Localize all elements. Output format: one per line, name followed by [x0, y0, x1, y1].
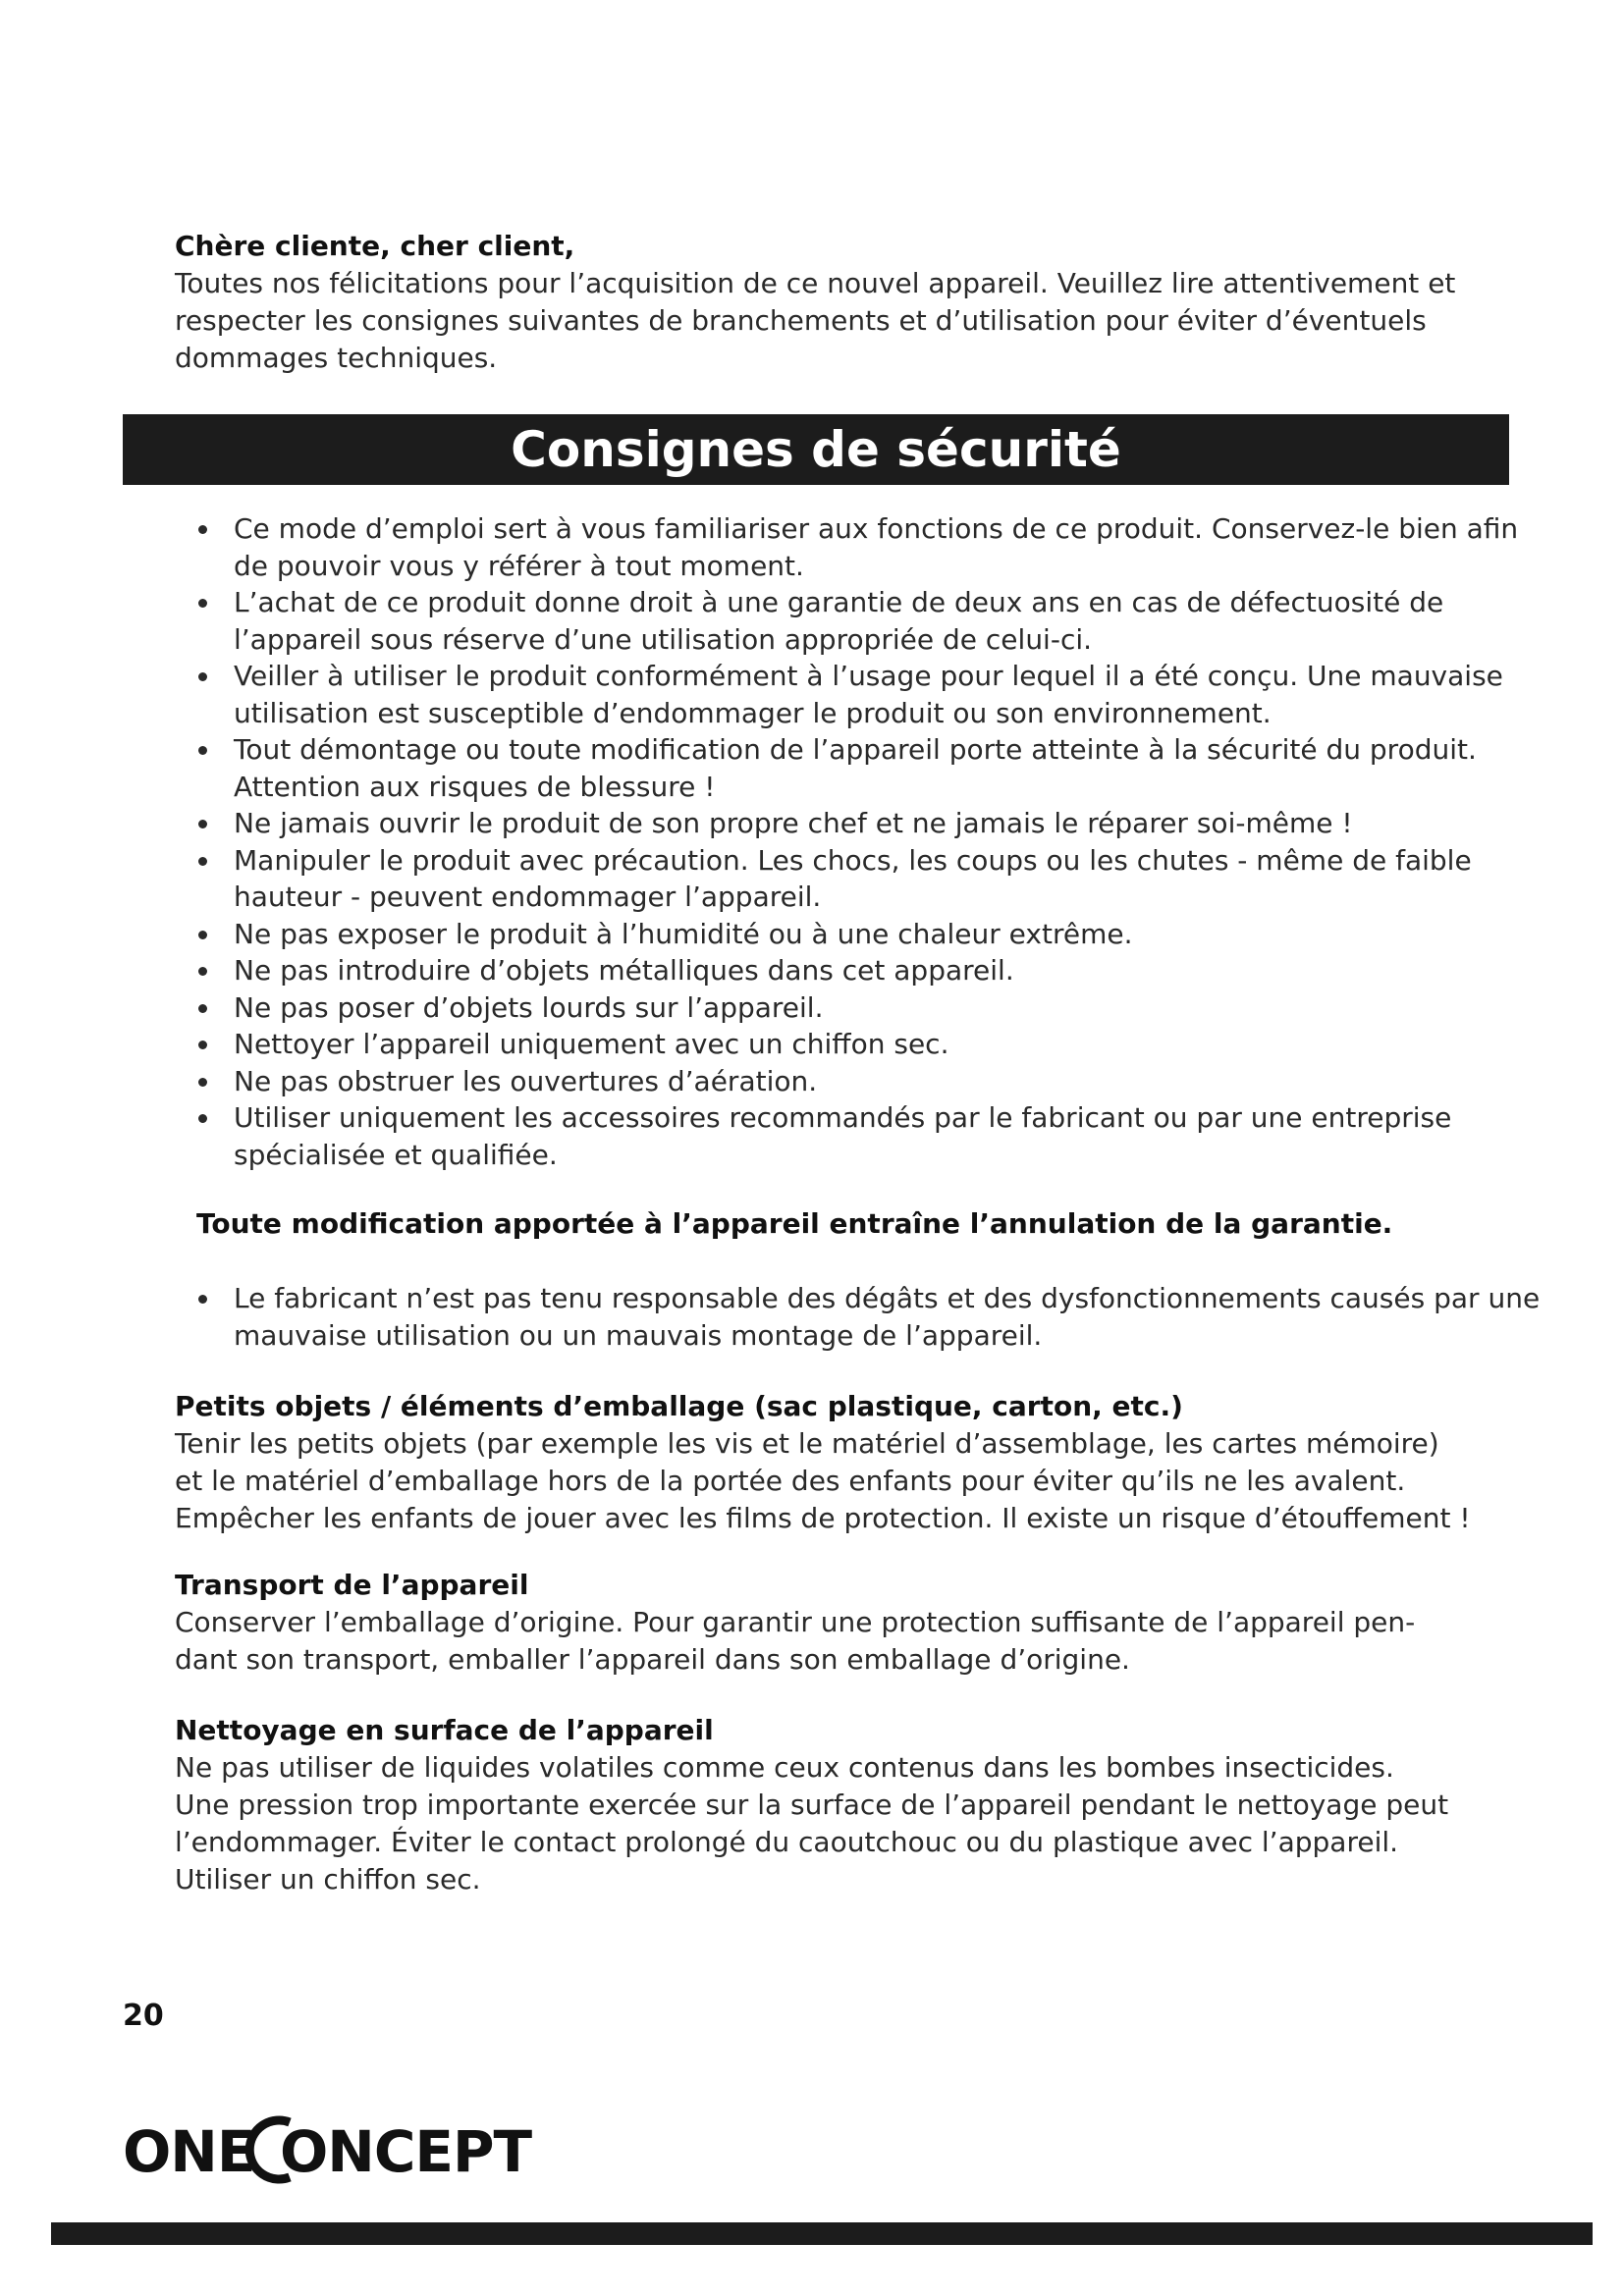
intro-line: respecter les consignes suivantes de branchements et d’utilisation pour éviter d’éventuels — [175, 304, 1427, 337]
list-item: L’achat de ce produit donne droit à une garantie de deux ans en cas de défectuosité de l’appareil sous réserve d’une utilisation appropriée de celui-ci. — [196, 584, 1551, 658]
svg-text:ONCEPT: ONCEPT — [280, 2118, 532, 2185]
cleaning-section — [175, 1712, 1549, 1898]
section-line: l’endommager. Éviter le contact prolongé du caoutchouc ou du plastique avec l’appareil. — [175, 1826, 1399, 1858]
list-item: Nettoyer l’appareil uniquement avec un chiffon sec. — [196, 1026, 1551, 1063]
section-line: Ne pas utiliser de liquides volatiles comme ceux contenus dans les bombes insecticides. — [175, 1751, 1394, 1784]
list-item: Ne jamais ouvrir le produit de son propre chef et ne jamais le réparer soi-même ! — [196, 805, 1551, 842]
footer-bar — [51, 2222, 1593, 2245]
section-line: et le matériel d’emballage hors de la portée des enfants pour éviter qu’ils ne les avalent. — [175, 1465, 1406, 1497]
intro-line: Toutes nos félicitations pour l’acquisition de ce nouvel appareil. Veuillez lire attentivement et — [175, 267, 1456, 299]
list-item: Le fabricant n’est pas tenu responsable des dégâts et des dysfonctionnements causés par une mauvaise utilisation ou un mauvais montage de l’appareil. — [196, 1280, 1551, 1354]
transport-section — [175, 1567, 1549, 1679]
warranty-warning: Toute modification apportée à l’appareil entraîne l’annulation de la garantie. — [196, 1207, 1393, 1240]
section-line: Utiliser un chiffon sec. — [175, 1863, 481, 1896]
oneconcept-logo — [123, 2110, 532, 2189]
section-line: Une pression trop importante exercée sur la surface de l’appareil pendant le nettoyage peut — [175, 1789, 1449, 1821]
section-banner: Consignes de sécurité — [123, 414, 1509, 485]
small-objects-section — [175, 1388, 1549, 1537]
section-heading: Nettoyage en surface de l’appareil — [175, 1714, 714, 1746]
section-heading: Transport de l’appareil — [175, 1569, 529, 1601]
list-item: Ne pas poser d’objets lourds sur l’appareil. — [196, 989, 1551, 1027]
safety-list — [196, 510, 1551, 1173]
page-number: 20 — [123, 1999, 164, 2033]
liability-list — [196, 1280, 1551, 1354]
section-line: Empêcher les enfants de jouer avec les films de protection. Il existe un risque d’étouffement ! — [175, 1502, 1471, 1534]
section-line: Tenir les petits objets (par exemple les vis et le matériel d’assemblage, les cartes mémoire) — [175, 1427, 1439, 1460]
intro-block — [175, 228, 1549, 377]
list-item: Ne pas introduire d’objets métalliques dans cet appareil. — [196, 952, 1551, 989]
list-item: Utiliser uniquement les accessoires recommandés par le fabricant ou par une entreprise spécialisée et qualifiée. — [196, 1099, 1551, 1173]
list-item: Tout démontage ou toute modification de l’appareil porte atteinte à la sécurité du produit. Attention aux risques de blessure ! — [196, 731, 1551, 805]
list-item: Veiller à utiliser le produit conformément à l’usage pour lequel il a été conçu. Une mauvaise utilisation est susceptible d’endommager le produit ou son environnement. — [196, 658, 1551, 731]
list-item: Manipuler le produit avec précaution. Les chocs, les coups ou les chutes - même de faible hauteur - peuvent endommager l’appareil. — [196, 842, 1551, 916]
section-line: dant son transport, emballer l’appareil dans son emballage d’origine. — [175, 1643, 1130, 1676]
intro-line: dommages techniques. — [175, 342, 498, 374]
section-heading: Petits objets / éléments d’emballage (sac plastique, carton, etc.) — [175, 1390, 1183, 1422]
section-line: Conserver l’emballage d’origine. Pour garantir une protection suffisante de l’appareil pen- — [175, 1606, 1416, 1638]
salutation: Chère cliente, cher client, — [175, 230, 575, 262]
list-item: Ne pas exposer le produit à l’humidité ou à une chaleur extrême. — [196, 916, 1551, 953]
svg-text:ONE: ONE — [123, 2118, 255, 2185]
list-item: Ce mode d’emploi sert à vous familiariser aux fonctions de ce produit. Conservez-le bien afin de pouvoir vous y référer à tout moment. — [196, 510, 1551, 584]
list-item: Ne pas obstruer les ouvertures d’aération. — [196, 1063, 1551, 1100]
